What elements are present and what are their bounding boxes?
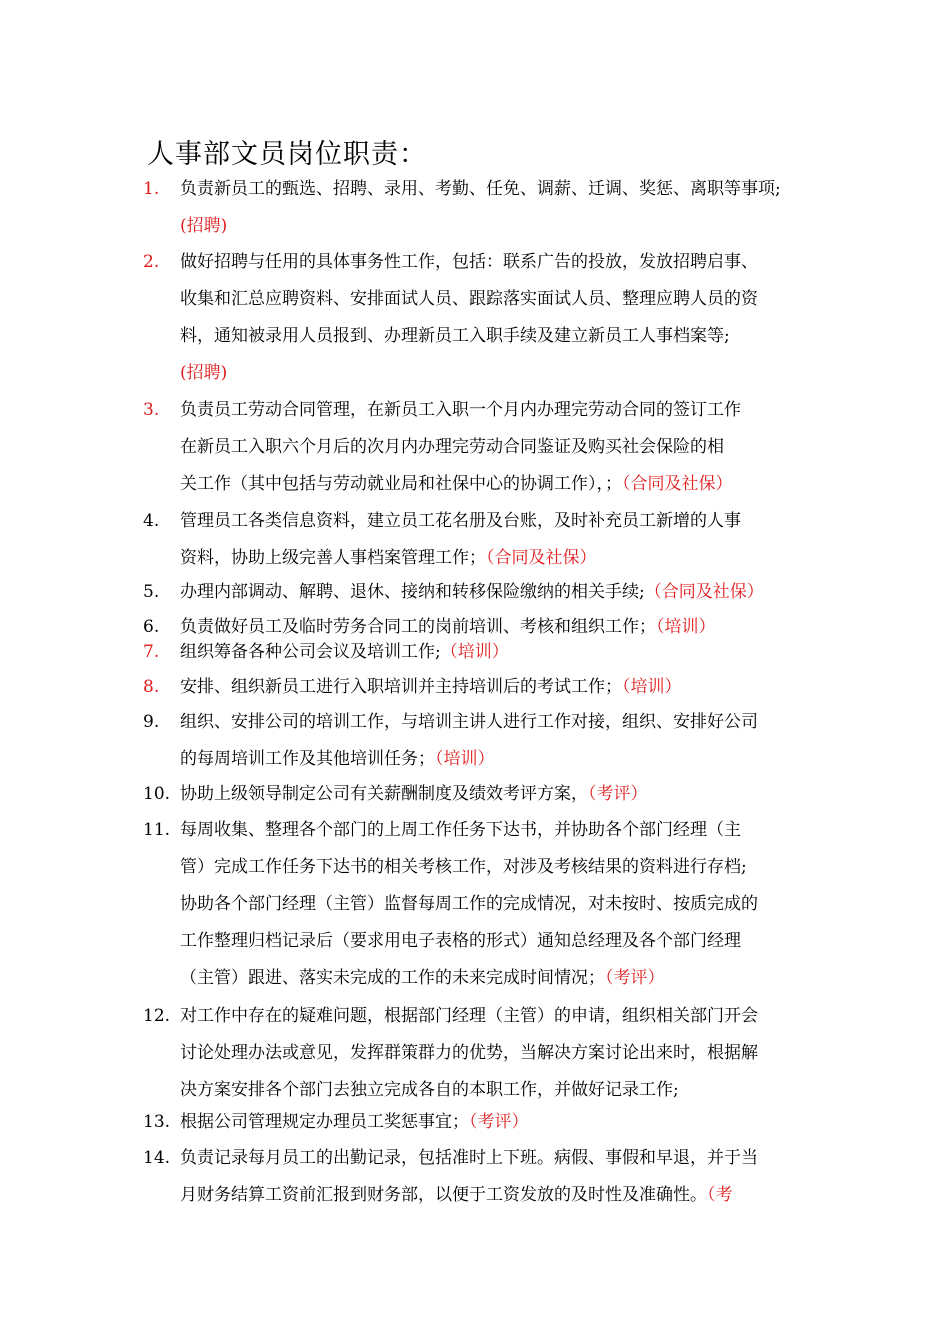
duty-number: 3. (143, 400, 160, 420)
duty-line (143, 704, 813, 741)
duty-line (143, 171, 813, 208)
duty-item (143, 1104, 813, 1141)
category-tag: （培训） (440, 642, 509, 662)
duty-item (143, 244, 813, 392)
duty-line (143, 886, 813, 923)
duty-line (143, 208, 813, 245)
duty-line (143, 244, 813, 281)
duty-item (143, 503, 813, 577)
category-tag: （合同及社保） (486, 548, 597, 568)
duty-item (143, 669, 813, 706)
category-tag: (招聘) (180, 363, 228, 383)
duty-number: 1. (143, 179, 160, 199)
duty-text: 办理内部调动、解聘、退休、接纳和转移保险缴纳的相关手续; (180, 582, 645, 602)
duty-line (143, 960, 813, 997)
duty-item (143, 1140, 813, 1214)
duty-line (143, 466, 813, 503)
duty-line (143, 429, 813, 466)
duty-item (143, 392, 813, 503)
duty-text: 协助各个部门经理（主管）监督每周工作的完成情况，对未按时、按质完成的 (180, 894, 758, 914)
duty-line (143, 634, 813, 671)
duty-text: 管）完成工作任务下达书的相关考核工作，对涉及考核结果的资料进行存档; (180, 857, 747, 877)
duty-number: 10. (143, 784, 171, 804)
category-tag: (招聘) (180, 216, 228, 236)
duty-number: 8. (143, 677, 160, 697)
duty-text: 组织筹备各种公司会议及培训工作; (180, 642, 441, 662)
duty-text: 资料，协助上级完善人事档案管理工作； (180, 548, 486, 568)
duty-text: 月财务结算工资前汇报到财务部，以便于工资发放的及时性及准确性。 (180, 1185, 707, 1205)
duty-line (143, 281, 813, 318)
duty-number: 9. (143, 712, 160, 732)
duty-text: 负责员工劳动合同管理，在新员工入职一个月内办理完劳动合同的签订工作 (180, 400, 741, 420)
duty-text: 讨论处理办法或意见，发挥群策群力的优势，当解决方案讨论出来时，根据解 (180, 1043, 758, 1063)
duty-line (143, 1177, 813, 1214)
duty-text: 工作整理归档记录后（要求用电子表格的形式）通知总经理及各个部门经理 (180, 931, 741, 951)
duty-number: 12. (143, 1006, 171, 1026)
duty-line (143, 812, 813, 849)
duty-text: 料，通知被录用人员报到、办理新员工入职手续及建立新员工人事档案等; (180, 326, 730, 346)
duty-number: 11. (143, 820, 171, 840)
category-tag: （考 (707, 1185, 733, 1205)
duty-line (143, 923, 813, 960)
duty-line (143, 318, 813, 355)
duty-line (143, 574, 813, 611)
duty-text: 安排、组织新员工进行入职培训并主持培训后的考试工作； (180, 677, 622, 697)
duty-text: 根据公司管理规定办理员工奖惩事宜； (180, 1112, 469, 1132)
duty-line (143, 355, 813, 392)
category-tag: （考评） (605, 968, 665, 988)
duty-line (143, 1035, 813, 1072)
category-tag: （培训） (656, 617, 716, 637)
duty-text: 做好招聘与任用的具体事务性工作，包括：联系广告的投放，发放招聘启事、 (180, 252, 758, 272)
duty-text: 负责新员工的甄选、招聘、录用、考勤、任免、调薪、迁调、奖惩、离职等事项; (180, 179, 781, 199)
category-tag: （合同及社保） (622, 474, 733, 494)
duty-number: 6. (143, 617, 160, 637)
duty-number: 14. (143, 1148, 171, 1168)
duty-text: 在新员工入职六个月后的次月内办理完劳动合同鉴证及购买社会保险的相 (180, 437, 724, 457)
category-tag: （培训） (435, 749, 495, 769)
duty-text: 收集和汇总应聘资料、安排面试人员、跟踪落实面试人员、整理应聘人员的资 (180, 289, 758, 309)
duty-line (143, 540, 813, 577)
duty-text: 对工作中存在的疑难问题，根据部门经理（主管）的申请，组织相关部门开会 (180, 1006, 758, 1026)
duty-text: 协助上级领导制定公司有关薪酬制度及绩效考评方案， (180, 784, 588, 804)
duty-item (143, 634, 813, 671)
duty-line (143, 1140, 813, 1177)
duty-item (143, 704, 813, 778)
duty-text: 管理员工各类信息资料，建立员工花名册及台账，及时补充员工新增的人事 (180, 511, 741, 531)
duty-text: 负责做好员工及临时劳务合同工的岗前培训、考核和组织工作； (180, 617, 656, 637)
duty-number: 7. (143, 642, 160, 662)
duty-line (143, 503, 813, 540)
duty-text: 的每周培训工作及其他培训任务； (180, 749, 435, 769)
duty-item (143, 812, 813, 997)
duty-text: 组织、安排公司的培训工作，与培训主讲人进行工作对接，组织、安排好公司 (180, 712, 758, 732)
duty-number: 5. (143, 582, 160, 602)
category-tag: （合同及社保） (644, 582, 764, 602)
category-tag: （考评） (588, 784, 648, 804)
duty-item (143, 998, 813, 1109)
duty-item (143, 171, 813, 245)
duty-text: 负责记录每月员工的出勤记录，包括准时上下班。病假、事假和早退，并于当 (180, 1148, 758, 1168)
duty-line (143, 849, 813, 886)
duty-line (143, 741, 813, 778)
duty-text: 关工作（其中包括与劳动就业局和社保中心的协调工作），； (180, 474, 622, 494)
duty-item (143, 574, 813, 611)
duty-line (143, 1104, 813, 1141)
duty-number: 2. (143, 252, 160, 272)
duty-number: 13. (143, 1112, 171, 1132)
category-tag: （培训） (622, 677, 682, 697)
duty-text: 每周收集、整理各个部门的上周工作任务下达书，并协助各个部门经理（主 (180, 820, 741, 840)
duty-text: （主管）跟进、落实未完成的工作的未来完成时间情况； (180, 968, 605, 988)
category-tag: （考评） (469, 1112, 529, 1132)
duty-text: 决方案安排各个部门去独立完成各自的本职工作，并做好记录工作; (180, 1080, 679, 1100)
duty-item (143, 776, 813, 813)
duty-line (143, 998, 813, 1035)
page-title: 人事部文员岗位职责： (147, 139, 427, 170)
duty-number: 4. (143, 511, 160, 531)
duty-line (143, 669, 813, 706)
duty-line (143, 392, 813, 429)
duty-line (143, 776, 813, 813)
